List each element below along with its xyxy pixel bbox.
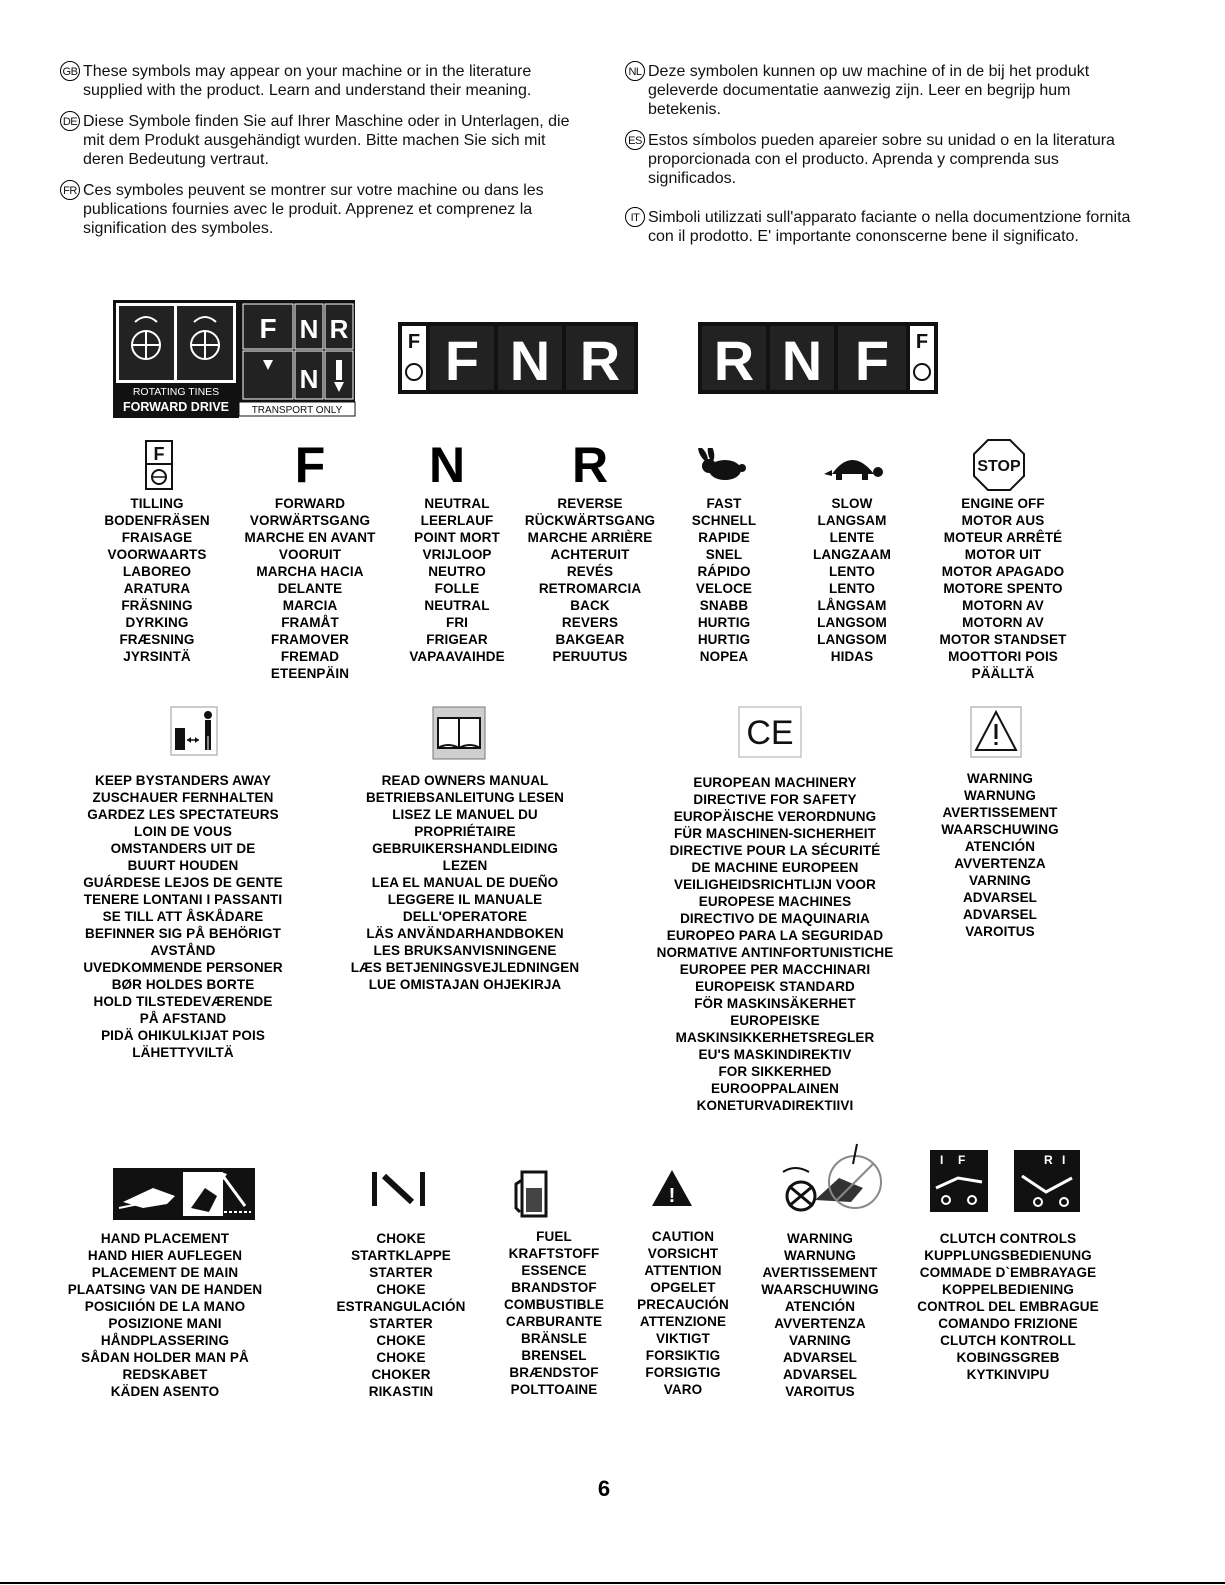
label-line: WARNUNG <box>964 788 1036 803</box>
bystander-icon <box>170 706 218 756</box>
choke-label <box>337 1230 466 1400</box>
label-line: WARNING <box>787 1231 853 1246</box>
label-line: ATENCIÓN <box>784 1299 856 1314</box>
label-line: DYRKING <box>125 615 189 630</box>
label-line: LABOREO <box>122 564 192 579</box>
label-line: VOORUIT <box>278 547 342 562</box>
label-line: KEEP BYSTANDERS AWAY <box>94 773 272 788</box>
svg-text:R: R <box>329 314 349 344</box>
label-line: SNEL <box>705 547 743 562</box>
rnf-letter-n: N <box>781 329 823 392</box>
label-line: ENGINE OFF <box>961 496 1045 511</box>
label-line: PÄÄLLTÄ <box>971 666 1035 681</box>
label-line: BRÆNDSTOF <box>509 1365 599 1380</box>
label-line: KOPPELBEDIENING <box>941 1282 1075 1297</box>
label-line: HÅNDPLASSERING <box>100 1333 230 1348</box>
label-line: EUROPÄISCHE VERORDNUNG <box>673 809 877 824</box>
label-line: PIDÄ OHIKULKIJAT POIS <box>101 1028 265 1043</box>
no-tines-hand-icon <box>775 1142 895 1218</box>
label-line: VORSICHT <box>647 1246 719 1261</box>
fnr-letter-r: R <box>579 329 621 392</box>
lang-badge: NL <box>625 61 645 81</box>
label-line: VARNING <box>789 1333 851 1348</box>
label-line: PLAATSING VAN DE HANDEN <box>67 1282 263 1297</box>
rnf-letter-r: R <box>713 329 755 392</box>
clutch-label <box>917 1230 1099 1383</box>
intro-gb: GB These symbols may appear on your machine or in the literature supplied with the product. Learn and understand their meaning. <box>60 62 580 100</box>
rotating-tines-decal <box>113 300 358 422</box>
fast-label <box>692 495 756 665</box>
label-line: ESTRANGULACIÓN <box>336 1299 466 1314</box>
hand-placement-icon <box>113 1168 255 1220</box>
label-line: BACK <box>570 598 610 613</box>
label-line: VEILIGHEIDSRICHTLIJN VOOR <box>673 877 877 892</box>
svg-text:I: I <box>940 1153 944 1167</box>
label-line: FOR SIKKERHED <box>718 1064 832 1079</box>
hand-placement-label <box>68 1230 263 1400</box>
warning-triangle-icon <box>970 706 1022 758</box>
svg-text:R: R <box>1044 1153 1053 1167</box>
clutch-controls-icon <box>928 1148 1083 1214</box>
transport-only-label: TRANSPORT ONLY <box>251 405 343 416</box>
neutral-icon: N <box>428 437 466 493</box>
label-line: HIDAS <box>830 649 874 664</box>
label-line: RÁPIDO <box>697 564 751 579</box>
label-line: FRI <box>445 615 469 630</box>
label-line: MOTORE SPENTO <box>943 581 1063 596</box>
label-line: MOTORN AV <box>962 598 1044 613</box>
label-line: NEUTRAL <box>424 598 490 613</box>
label-line: KÄDEN ASENTO <box>110 1384 220 1399</box>
label-line: LANGSOM <box>817 615 887 630</box>
rnf-letter-f: F <box>854 329 890 392</box>
label-line: BEFINNER SIG PÅ BEHÖRIGT <box>85 926 281 941</box>
warning-label <box>941 770 1058 940</box>
label-line: PRECAUCIÓN <box>637 1297 729 1312</box>
label-line: AVVERTENZA <box>954 856 1046 871</box>
label-line: MOTOR UIT <box>964 547 1042 562</box>
label-line: MASKINSIKKERHETSREGLER <box>675 1030 875 1045</box>
label-line: REVÉS <box>566 564 614 579</box>
label-line: FUEL <box>536 1229 572 1244</box>
label-line: GUÁRDESE LEJOS DE GENTE <box>83 875 283 890</box>
label-line: MOOTTORI POIS <box>948 649 1058 664</box>
label-line: CONTROL DEL EMBRAGUE <box>917 1299 1099 1314</box>
label-line: DIRECTIVE POUR LA SÉCURITÉ <box>669 843 881 858</box>
label-line: VIKTIGT <box>656 1331 710 1346</box>
label-line: CHOKE <box>376 1350 426 1365</box>
label-line: KUPPLUNGSBEDIENUNG <box>924 1248 1092 1263</box>
stop-icon <box>972 438 1026 492</box>
label-line: AVVERTENZA <box>774 1316 866 1331</box>
label-line: LÄHETTYVILTÄ <box>132 1045 234 1060</box>
svg-text:N: N <box>299 364 319 394</box>
label-line: CLUTCH KONTROLL <box>940 1333 1076 1348</box>
label-line: REVERSE <box>557 496 623 511</box>
label-line: COMMADE D`EMBRAYAGE <box>919 1265 1097 1280</box>
label-line: CHOKE <box>376 1231 426 1246</box>
label-line: LISEZ LE MANUEL DU <box>392 807 538 822</box>
rabbit-icon <box>695 448 747 484</box>
engine-off-label <box>940 495 1067 682</box>
label-line: OMSTANDERS UIT DE <box>110 841 256 856</box>
label-line: PERUUTUS <box>552 649 628 664</box>
intro-fr: FR Ces symboles peuvent se montrer sur votre machine ou dans les publications fournies avec le produit. Apprenez et comprenez la signification des symboles. <box>60 181 580 238</box>
label-line: MARCHE EN AVANT <box>244 530 376 545</box>
label-line: LEGGERE IL MANUALE <box>387 892 543 907</box>
label-line: VAPAAVAIHDE <box>409 649 505 664</box>
label-line: CHOKE <box>376 1282 426 1297</box>
label-line: FAST <box>706 496 742 511</box>
label-line: LANGSOM <box>817 632 887 647</box>
label-line: STARTKLAPPE <box>351 1248 451 1263</box>
label-line: READ OWNERS MANUAL <box>381 773 549 788</box>
lang-badge: DE <box>60 111 80 131</box>
label-line: ACHTERUIT <box>550 547 630 562</box>
label-line: KRAFTSTOFF <box>508 1246 600 1261</box>
label-line: EUROOPPALAINEN <box>711 1081 839 1096</box>
label-line: AVERTISSEMENT <box>942 805 1058 820</box>
label-line: OPGELET <box>650 1280 716 1295</box>
label-line: VORWÄRTSGANG <box>249 513 371 528</box>
label-line: COMBUSTIBLE <box>503 1297 605 1312</box>
label-line: DIRECTIVE FOR SAFETY <box>693 792 857 807</box>
label-line: STARTER <box>369 1265 433 1280</box>
label-line: VARNING <box>969 873 1031 888</box>
label-line: DE MACHINE EUROPEEN <box>691 860 859 875</box>
label-line: CLUTCH CONTROLS <box>939 1231 1077 1246</box>
label-line: BRÄNSLE <box>521 1331 587 1346</box>
svg-text:N: N <box>299 314 319 344</box>
label-line: DIRECTIVO DE MAQUINARIA <box>680 911 870 926</box>
lang-badge: FR <box>60 180 80 200</box>
label-line: POSICIIÓN DE LA MANO <box>84 1299 246 1314</box>
label-line: EU'S MASKINDIREKTIV <box>698 1047 852 1062</box>
label-line: LANGZAAM <box>812 547 892 562</box>
label-line: FORSIGTIG <box>645 1365 721 1380</box>
label-line: NORMATIVE ANTINFORTUNISTICHE <box>656 945 894 960</box>
label-line: LUE OMISTAJAN OHJEKIRJA <box>368 977 562 992</box>
label-line: ADVARSEL <box>782 1367 858 1382</box>
label-line: SÅDAN HOLDER MAN PÅ <box>81 1350 249 1365</box>
label-line: COMANDO FRIZIONE <box>938 1316 1078 1331</box>
label-line: SCHNELL <box>691 513 757 528</box>
label-line: VAROITUS <box>785 1384 855 1399</box>
label-line: FRÄSNING <box>121 598 193 613</box>
ce-label <box>657 774 894 1114</box>
label-line: KYTKINVIPU <box>966 1367 1050 1382</box>
label-line: NEUTRO <box>428 564 486 579</box>
label-line: FRAISAGE <box>121 530 193 545</box>
label-line: AVERTISSEMENT <box>762 1265 878 1280</box>
label-line: ETEENPÄIN <box>270 666 350 681</box>
intro-nl: NL Deze symbolen kunnen op uw machine of in de bij het produkt geleverde documentatie aanwezig zijn. Leer en begrijp hum betekenis. <box>625 62 1140 119</box>
label-line: BAKGEAR <box>555 632 625 647</box>
label-line: MARCHA HACIA <box>256 564 364 579</box>
label-line: KOBINGSGREB <box>956 1350 1060 1365</box>
svg-text:CE: CE <box>746 714 794 752</box>
label-line: SE TILL ATT ÅSKÅDARE <box>102 909 264 924</box>
label-line: EUROPEISK STANDARD <box>695 979 855 994</box>
label-line: LOIN DE VOUS <box>134 824 232 839</box>
label-line: SLOW <box>831 496 873 511</box>
label-line: POSIZIONE MANI <box>108 1316 222 1331</box>
label-line: PÅ AFSTAND <box>139 1011 227 1026</box>
slow-label <box>813 495 891 665</box>
label-line: ATENCIÓN <box>964 839 1036 854</box>
fuel-label <box>504 1228 604 1398</box>
label-line: FOLLE <box>434 581 480 596</box>
bystanders-label <box>83 772 283 1061</box>
label-line: BUURT HOUDEN <box>127 858 239 873</box>
reverse-label <box>525 495 655 665</box>
tilling-icon <box>145 440 173 490</box>
turtle-icon <box>820 450 884 482</box>
label-line: VRIJLOOP <box>422 547 492 562</box>
neutral-label <box>409 495 504 665</box>
label-line: KONETURVADIREKTIIVI <box>696 1098 854 1113</box>
fuel-pump-icon <box>510 1168 554 1220</box>
label-line: HOLD TILSTEDEVÆRENDE <box>93 994 273 1009</box>
svg-text:F: F <box>407 331 421 353</box>
caution-icon <box>650 1168 694 1208</box>
label-line: MARCHE ARRIÈRE <box>527 530 653 545</box>
lang-badge: ES <box>625 130 645 150</box>
label-line: POINT MORT <box>414 530 500 545</box>
label-line: LÆS BETJENINGSVEJLEDNINGEN <box>350 960 580 975</box>
lang-badge: IT <box>625 207 645 227</box>
label-line: STARTER <box>369 1316 433 1331</box>
label-line: FRIGEAR <box>426 632 488 647</box>
label-line: EUROPEE PER MACCHINARI <box>679 962 871 977</box>
forward-label <box>245 495 376 682</box>
svg-text:I: I <box>1062 1153 1066 1167</box>
label-line: DELANTE <box>277 581 343 596</box>
label-line: ADVARSEL <box>962 890 1038 905</box>
label-line: REVERS <box>561 615 619 630</box>
warning2-label <box>761 1230 878 1400</box>
label-line: FRÆSNING <box>119 632 195 647</box>
label-line: TENERE LONTANI I PASSANTI <box>83 892 283 907</box>
label-line: EUROPESE MACHINES <box>698 894 852 909</box>
label-line: HAND HIER AUFLEGEN <box>87 1248 243 1263</box>
label-line: NOPEA <box>699 649 749 664</box>
label-line: RAPIDE <box>698 530 750 545</box>
intro-es: ES Estos símbolos pueden apareier sobre su unidad o en la literatura proporcionada con el producto. Aprenda y comprenda sus significados. <box>625 131 1140 188</box>
intro-de: DE Diese Symbole finden Sie auf Ihrer Maschine oder in Unterlagen, die mit dem Produkt ausgehändigt wurden. Bitte machen Sie sich mit deren Bedeutung vertraut. <box>60 112 580 169</box>
label-line: ADVARSEL <box>962 907 1038 922</box>
svg-text:F: F <box>153 444 165 464</box>
label-line: LES BRUKSANVISNINGENE <box>373 943 557 958</box>
label-line: LEZEN <box>442 858 488 873</box>
label-line: CAUTION <box>651 1229 715 1244</box>
label-line: PLACEMENT DE MAIN <box>91 1265 239 1280</box>
label-line: FÜR MASCHINEN-SICHERHEIT <box>674 826 876 841</box>
label-line: MOTORN AV <box>962 615 1044 630</box>
choke-icon <box>368 1168 430 1210</box>
label-line: FORSIKTIG <box>645 1348 721 1363</box>
label-line: FREMAD <box>280 649 340 664</box>
label-line: TILLING <box>130 496 184 511</box>
label-line: MOTOR STANDSET <box>939 632 1067 647</box>
label-line: MARCIA <box>282 598 338 613</box>
label-line: HAND PLACEMENT <box>100 1231 230 1246</box>
label-line: ARATURA <box>123 581 191 596</box>
forward-icon: F <box>294 437 326 493</box>
label-line: LENTE <box>829 530 875 545</box>
label-line: GEBRUIKERSHANDLEIDING <box>372 841 558 856</box>
label-line: EUROPEAN MACHINERY <box>693 775 857 790</box>
label-line: CARBURANTE <box>505 1314 603 1329</box>
fnr-decal <box>398 322 638 394</box>
label-line: CHOKE <box>376 1333 426 1348</box>
label-line: ZUSCHAUER FERNHALTEN <box>92 790 274 805</box>
label-line: VELOCE <box>695 581 753 596</box>
fnr-letter-n: N <box>509 329 551 392</box>
ce-mark-icon <box>738 706 802 758</box>
label-line: WARNUNG <box>784 1248 856 1263</box>
tilling-label <box>104 495 209 665</box>
label-line: POLTTOAINE <box>510 1382 598 1397</box>
label-line: BØR HOLDES BORTE <box>111 977 255 992</box>
label-line: LENTO <box>828 564 876 579</box>
svg-text:F: F <box>259 313 277 344</box>
intro-right <box>625 62 1140 258</box>
label-line: MOTOR AUS <box>961 513 1045 528</box>
label-line: UVEDKOMMENDE PERSONER <box>83 960 283 975</box>
label-line: BETRIEBSANLEITUNG LESEN <box>365 790 565 805</box>
svg-text:STOP: STOP <box>977 458 1021 475</box>
label-line: BRENSEL <box>521 1348 587 1363</box>
manual-icon <box>432 706 486 760</box>
label-line: EUROPEO PARA LA SEGURIDAD <box>666 928 884 943</box>
label-line: LANGSAM <box>817 513 887 528</box>
label-line: VARO <box>663 1382 703 1397</box>
label-line: RÜCKWÄRTSGANG <box>524 513 656 528</box>
label-line: NEUTRAL <box>424 496 490 511</box>
label-line: HURTIG <box>697 632 751 647</box>
label-line: LÄS ANVÄNDARHANDBOKEN <box>366 926 564 941</box>
intro-left <box>60 62 580 250</box>
bottom-rule <box>0 1582 1225 1584</box>
label-line: FRAMÅT <box>281 615 339 630</box>
label-line: VAROITUS <box>965 924 1035 939</box>
label-line: LEERLAUF <box>420 513 494 528</box>
caution-label <box>637 1228 729 1398</box>
rotating-tines-label: ROTATING TINES <box>132 386 220 398</box>
label-line: GARDEZ LES SPECTATEURS <box>87 807 279 822</box>
label-line: MOTOR APAGADO <box>941 564 1065 579</box>
label-line: ATTENTION <box>644 1263 722 1278</box>
label-line: RETROMARCIA <box>538 581 642 596</box>
label-line: DELL'OPERATORE <box>402 909 528 924</box>
label-line: RIKASTIN <box>368 1384 434 1399</box>
rnf-small-f: F <box>915 331 929 353</box>
label-line: CHOKER <box>371 1367 431 1382</box>
label-line: SNABB <box>699 598 749 613</box>
label-line: ESSENCE <box>521 1263 587 1278</box>
label-line: PROPRIÉTAIRE <box>414 824 516 839</box>
forward-drive-label: FORWARD DRIVE <box>122 400 230 414</box>
reverse-icon: R <box>571 437 609 493</box>
label-line: WAARSCHUWING <box>761 1282 879 1297</box>
label-line: WARNING <box>967 771 1033 786</box>
label-line: BRANDSTOF <box>511 1280 597 1295</box>
intro-it: IT Simboli utilizzati sull'apparato faciante o nella documentzione fornita con il prodotto. E' importante cononscerne bene il significato. <box>625 208 1140 246</box>
label-line: WAARSCHUWING <box>941 822 1059 837</box>
label-line: FÖR MASKINSÄKERHET <box>694 996 856 1011</box>
label-line: LÅNGSAM <box>817 598 887 613</box>
lang-badge: GB <box>60 61 80 81</box>
label-line: JYRSINTÄ <box>123 649 191 664</box>
label-line: BODENFRÄSEN <box>104 513 210 528</box>
label-line: MOTEUR ARRÊTÉ <box>943 530 1063 545</box>
manual-label <box>351 772 579 993</box>
label-line: HURTIG <box>697 615 751 630</box>
label-line: EUROPEISKE <box>730 1013 820 1028</box>
label-line: ADVARSEL <box>782 1350 858 1365</box>
fnr-letter-f: F <box>444 329 480 392</box>
rnf-decal <box>698 322 938 394</box>
label-line: LEA EL MANUAL DE DUEÑO <box>371 875 559 890</box>
page-number: 6 <box>597 1476 611 1501</box>
svg-text:F: F <box>958 1153 966 1167</box>
label-line: FRAMOVER <box>270 632 350 647</box>
label-line: AVSTÅND <box>150 943 216 958</box>
label-line: VOORWAARTS <box>107 547 207 562</box>
label-line: REDSKABET <box>122 1367 208 1382</box>
label-line: ATTENZIONE <box>639 1314 727 1329</box>
svg-text:!: ! <box>668 1185 676 1207</box>
label-line: LENTO <box>828 581 876 596</box>
label-line: FORWARD <box>274 496 346 511</box>
